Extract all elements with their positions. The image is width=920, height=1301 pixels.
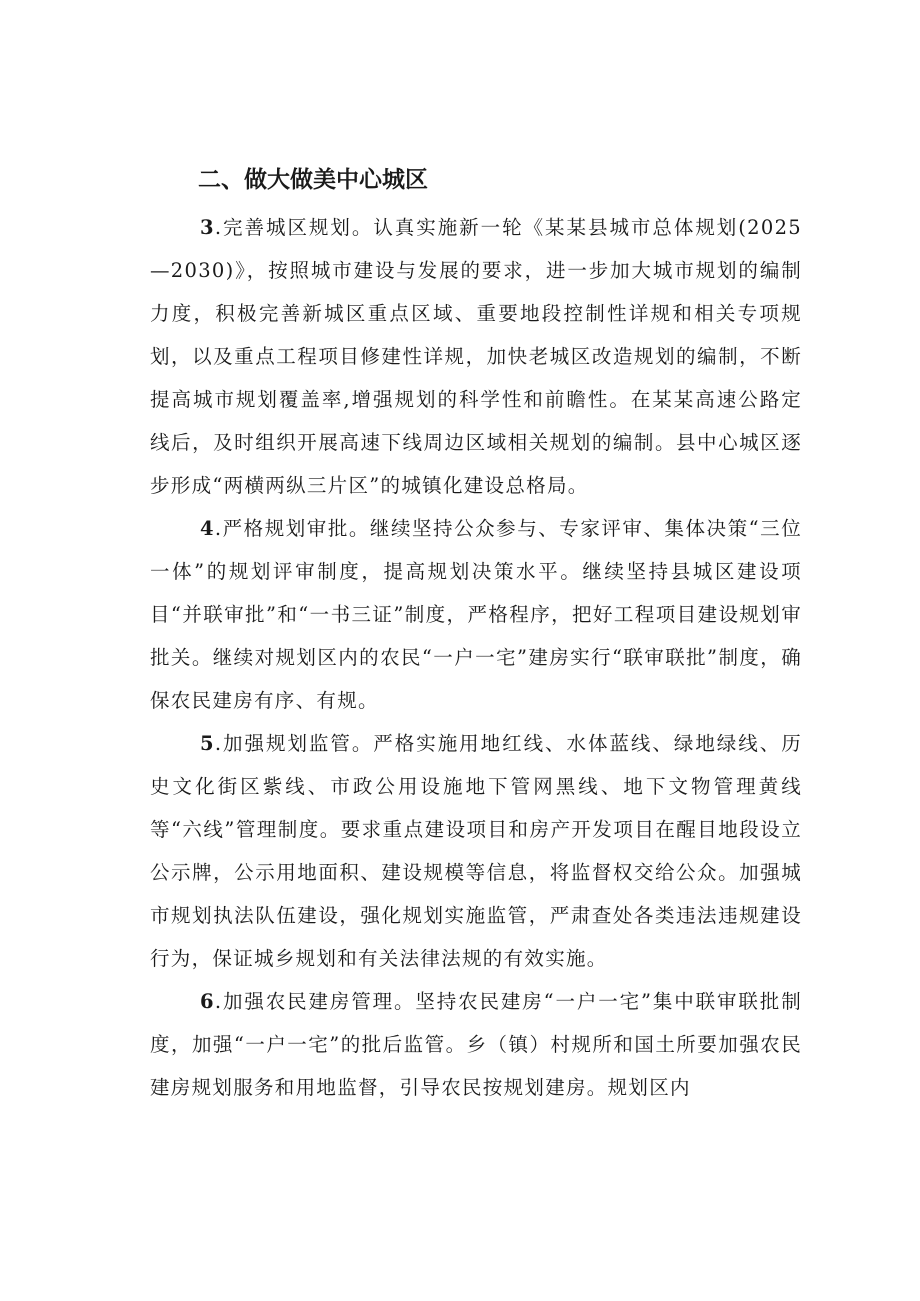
paragraph-number: 4 [200,517,215,540]
section-heading: 二、做大做美中心城区 [198,167,428,193]
paragraph-text: .加强规划监管。严格实施用地红线、水体蓝线、绿地绿线、历史文化街区紫线、市政公用设施地下管网黑线、地下文物管理黄线等“六线”管理制度。要求重点建设项目和房产开发项目在醒目地段设立公示牌，公示用地面积、建设规模等信息，将监督权交给公众。加强城市规划执法队伍建设，强化规划实施监管，严肃查处各类违法违规建设行为，保证城乡规划和有关法律法规的有效实施。 [150,732,802,970]
paragraph-6 [150,980,802,1109]
paragraph-text: .严格规划审批。继续坚持公众参与、专家评审、集体决策“三位一体”的规划评审制度，提高规划决策水平。继续坚持县城区建设项目“并联审批”和“一书三证”制度，严格程序，把好工程项目建设规划审批关。继续对规划区内的农民“一户一宅”建房实行“联审联批”制度，确保农民建房有序、有规。 [150,517,802,712]
paragraph-number: 3 [200,216,215,239]
paragraph-number: 6 [200,990,215,1013]
paragraph-text: .完善城区规划。认真实施新一轮《某某县城市总体规划(2025—2030)》，按照城市建设与发展的要求，进一步加大城市规划的编制力度，积极完善新城区重点区域、重要地段控制性详规和相关专项规划，以及重点工程项目修建性详规，加快老城区改造规划的编制，不断提高城市规划覆盖率,增强规划的科学性和前瞻性。在某某高速公路定线后，及时组织开展高速下线周边区域相关规划的编制。县中心城区逐步形成“两横两纵三片区”的城镇化建设总格局。 [150,216,802,497]
paragraph-text: .加强农民建房管理。坚持农民建房“一户一宅”集中联审联批制度，加强“一户一宅”的批后监管。乡（镇）村规所和国土所要加强农民建房规划服务和用地监督，引导农民按规划建房。规划区内 [150,990,802,1099]
paragraph-4 [150,507,802,722]
paragraph-3 [150,206,802,507]
paragraph-5 [150,722,802,980]
paragraph-number: 5 [200,732,215,755]
